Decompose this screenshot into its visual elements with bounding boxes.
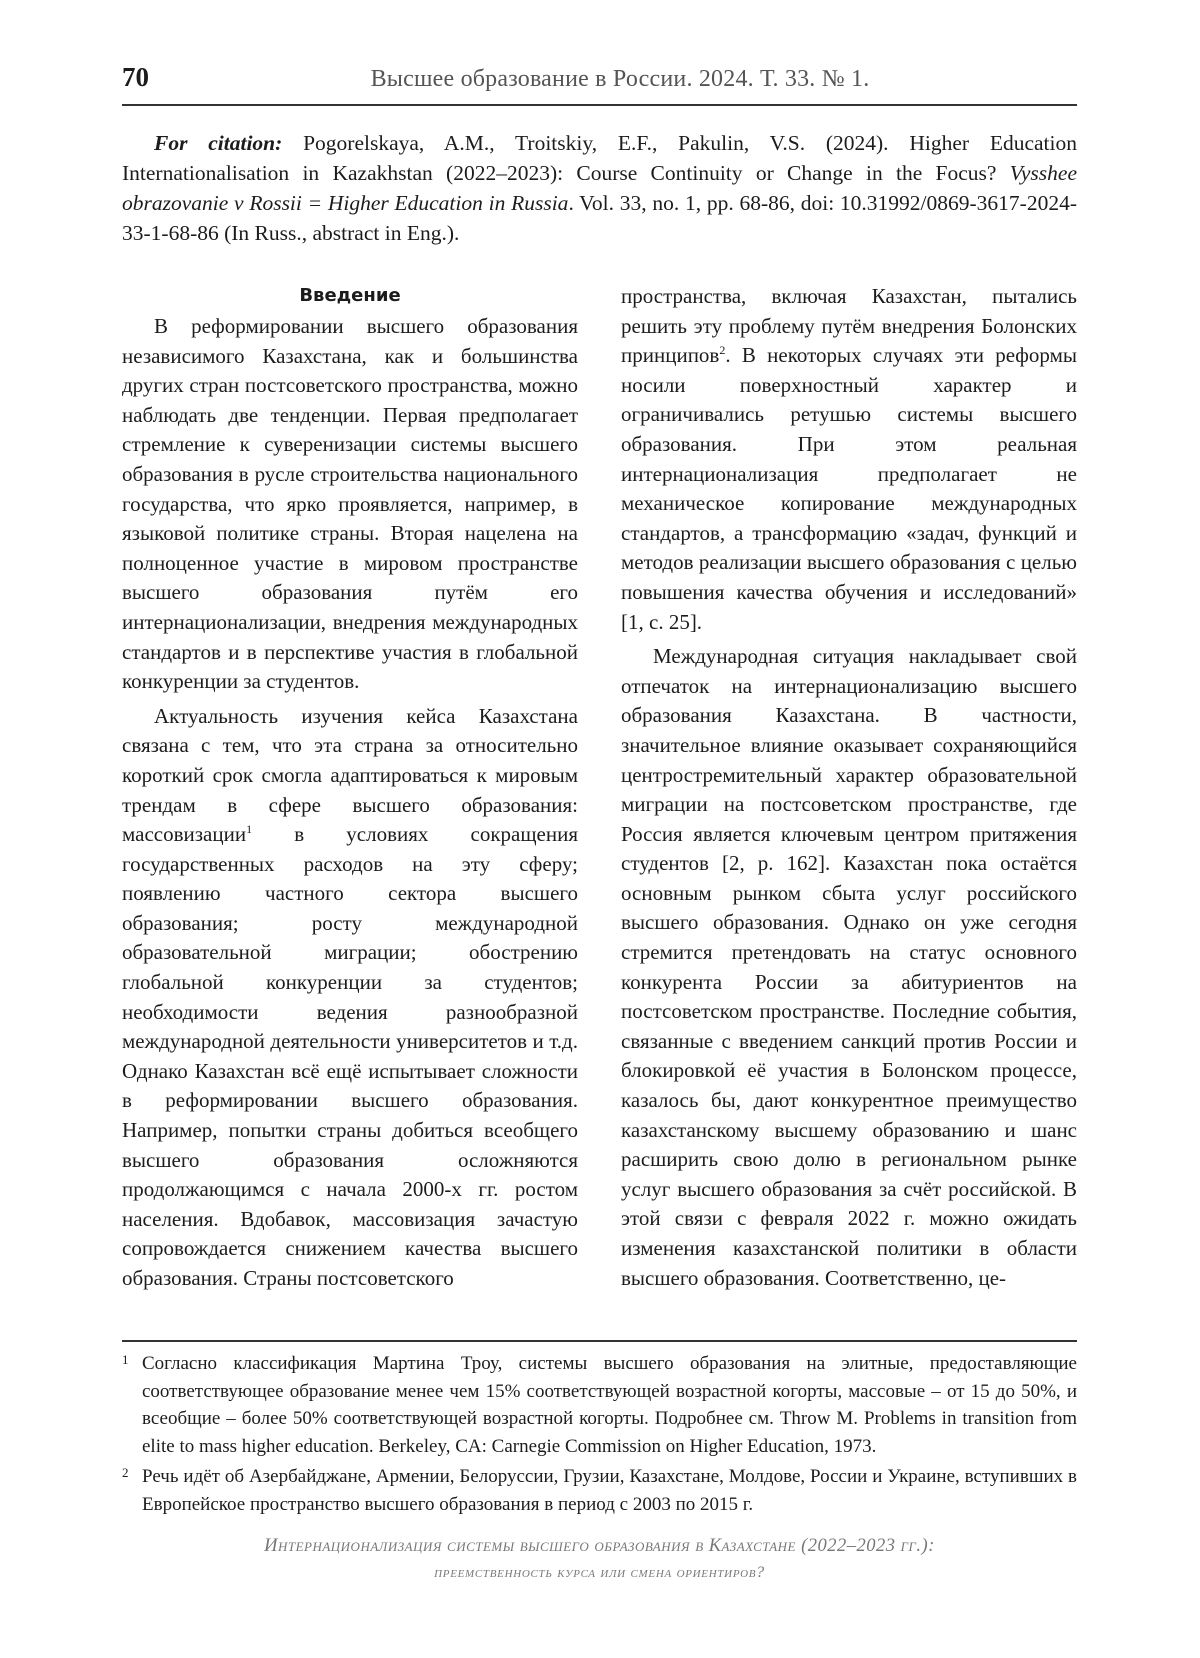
footnote-ref-2[interactable]: 2: [719, 343, 726, 358]
citation-authors: Pogorelskaya, A.M., Troitskiy, E.F., Pakulin, V.S. (2024). Higher Education Internationalisation in Kazakhstan (2022–2023): Course Continuity or Change in the Focus?: [122, 131, 1077, 185]
header-divider: [122, 104, 1077, 106]
paragraph-3-part-b: . В некоторых случаях эти реформы носили поверхностный характер и ограничивались ретушью системы высшего образования. При этом реальная интернационализация предполагает не механическое копирование международных стандартов, а трансформацию «задач, функций и методов реализации высшего образования с целью повышения качества обучения и исследований» [1, с. 25].: [621, 343, 1077, 634]
footnotes: [122, 1350, 1077, 1521]
footnote-number: 2: [122, 1465, 129, 1480]
footnote-divider: [122, 1340, 1077, 1342]
footnote-2: [122, 1463, 1077, 1518]
citation-block: [122, 128, 1077, 248]
paragraph-2-part-a: Актуальность изучения кейса Казахстана связана с тем, что эта страна за относительно короткий срок смогла адаптироваться к мировым трендам в сфере высшего образования: массовизации: [122, 703, 578, 847]
footnote-number: 1: [122, 1352, 129, 1367]
running-footer: [122, 1532, 1077, 1586]
paragraph-2: [122, 702, 578, 1294]
footnote-ref-1[interactable]: 1: [246, 822, 253, 837]
footer-title-line-1: Интернационализация системы высшего образования в Казахстане (2022–2023 гг.):: [264, 1536, 935, 1556]
paragraph-4: Международная ситуация накладывает свой отпечаток на интернационализацию высшего образования Казахстана. В частности, значительное влияние оказывает сохраняющийся центростремительный характер образовательной миграции на постсоветском пространстве, где Россия является ключевым центром притяжения студентов [2, p. 162]. Казахстан пока остаётся основным рынком сбыта услуг российского высшего образования. Однако он уже сегодня стремится претендовать на статус основного конкурента России за абитуриентов на постсоветском пространстве. Последние события, связанные с введением санкций против России и блокировкой её участия в Болонском процессе, казалось бы, дают конкурентное преимущество казахстанскому высшему образованию и шанс расширить свою долю в региональном рынке услуг высшего образования за счёт российской. В этой связи с февраля 2022 г. можно ожидать изменения казахстанской политики в области высшего образования. Соответственно, це-: [621, 644, 1077, 1290]
section-heading: Введение: [299, 285, 401, 306]
footnote-text: Согласно классификация Мартина Троу, системы высшего образования на элитные, предоставляющие соответствующее образование менее чем 15% соответствующей возрастной когорты, массовые – от 15 до 50%, и всеобщие – более 50% соответствующей возрастной когорты. Подробнее см. Throw M. Problems in transition from elite to mass higher education. Berkeley, CA: Carnegie Commission on Higher Education, 1973.: [142, 1353, 1077, 1457]
body-column-left: [122, 282, 578, 1299]
citation-details: . Vol. 33, no. 1, pp. 68-86, doi: 10.31992/0869-3617-2024-33-1-68-86 (In Russ., abstract in Eng.).: [122, 191, 1077, 245]
page-number: 70: [122, 62, 149, 92]
citation-label: For citation:: [154, 131, 283, 155]
footnote-1: [122, 1350, 1077, 1460]
paragraph-2-part-b: в условиях сокращения государственных расходов на эту сферу; появлению частного сектора высшего образования; росту международной образовательной миграции; обострению глобальной конкуренции за студентов; необходимости ведения разнообразной международной деятельности университетов и т.д. Однако Казахстан всё ещё испытывает сложности в реформировании высшего образования. Например, попытки страны добиться всеобщего высшего образования осложняются продолжающимся с начала 2000-х гг. ростом населения. Вдобавок, массовизация зачастую сопровождается снижением качества высшего образования. Страны постсоветского: [122, 822, 578, 1290]
footer-title-line-2: преемственность курса или смена ориентиров?: [434, 1564, 765, 1581]
citation-journal: Vysshee obrazovanie v Rossii = Higher Education in Russia: [122, 161, 1078, 215]
paragraph-3: [621, 282, 1077, 637]
paragraph-3-part-a: пространства, включая Казахстан, пытались решить эту проблему путём внедрения Болонских принципов: [621, 284, 1077, 368]
body-column-right: [621, 282, 1077, 1298]
running-header: Высшее образование в России. 2024. Т. 33. № 1.: [370, 66, 870, 92]
paragraph-1: В реформировании высшего образования независимого Казахстана, как и большинства других стран постсоветского пространства, можно наблюдать две тенденции. Первая предполагает стремление к суверенизации системы высшего образования в русле строительства национального государства, что ярко проявляется, например, в языковой политике страны. Вторая нацелена на полноценное участие в мировом пространстве высшего образования путём его интернационализации, внедрения международных стандартов и в перспективе участия в глобальной конкуренции за студентов.: [122, 314, 578, 694]
footnote-text: Речь идёт об Азербайджане, Армении, Белоруссии, Грузии, Казахстане, Молдове, России и Украине, вступивших в Европейское пространство высшего образования в период с 2003 по 2015 г.: [142, 1466, 1077, 1515]
